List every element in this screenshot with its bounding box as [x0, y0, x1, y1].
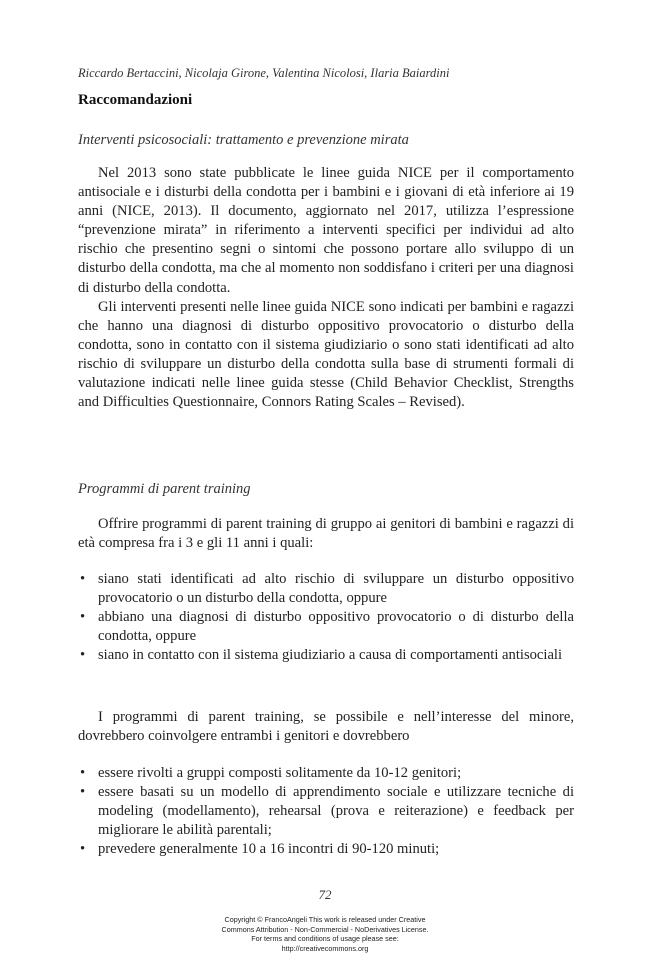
subsection-title-parent-training: Programmi di parent training	[78, 481, 251, 497]
section-title: Raccomandazioni	[78, 92, 193, 108]
footer-line: Copyright © FrancoAngeli This work is released under Creative	[224, 915, 426, 924]
subsection-2-intro	[78, 515, 574, 553]
copyright-footer	[0, 915, 650, 953]
list-item: • siano in contatto con il sistema giudiziario a causa di comportamenti antisociali	[78, 646, 574, 665]
footer-link[interactable]: http://creativecommons.org	[281, 943, 369, 953]
footer-line: Commons Attribution - Non-Commercial - NoDerivatives License.	[221, 924, 429, 934]
footer-line: For terms and conditions of usage please see:	[251, 934, 399, 943]
list-item: • essere rivolti a gruppi composti solitamente da 10-12 genitori;	[78, 764, 574, 783]
subsection-1-body	[78, 164, 574, 412]
running-head-authors: Riccardo Bertaccini, Nicolaja Girone, Valentina Nicolosi, Ilaria Baiardini	[78, 66, 450, 80]
paragraph: Gli interventi presenti nelle linee guida NICE sono indicati per bambini e ragazzi che hanno una diagnosi di disturbo oppositivo provocatorio o disturbo della condotta, sono in contatto con il sistema giudiziario o sono stati identificati ad alto rischio di sviluppare un disturbo della condotta sulla base di strumenti formali di valutazione indicati nelle linee guida stesse (Child Behavior Checklist, Strengths and Difficulties Questionnaire, Connors Rating Scales – Revised).	[78, 298, 574, 411]
list-item: • abbiano una diagnosi di disturbo oppositivo provocatorio o di disturbo della condotta, oppure	[78, 608, 574, 646]
list-item: • siano stati identificati ad alto rischio di sviluppare un disturbo oppositivo provocatorio o un disturbo della condotta, oppure	[78, 570, 574, 608]
page-number: 72	[318, 887, 332, 902]
paragraph: Offrire programmi di parent training di gruppo ai genitori di bambini e ragazzi di età compresa fra i 3 e gli 11 anni i quali:	[78, 516, 574, 552]
list-item: • prevedere generalmente 10 a 16 incontri di 90-120 minuti;	[78, 840, 574, 859]
paragraph: Nel 2013 sono state pubblicate le linee guida NICE per il comportamento antisociale e i disturbi della condotta per i bambini e i giovani di età inferiore ai 19 anni (NICE, 2013). Il documento, aggiornato nel 2017, utilizza l’espressione “prevenzione mirata” in riferimento a interventi specifici per individui ad alto rischio che presentino segni o sintomi che possono portare allo sviluppo di un disturbo della condotta, ma che al momento non soddisfano i criteri per una diagnosi di disturbo della condotta.	[78, 165, 574, 296]
bullet-list-criteria	[78, 570, 574, 665]
subsection-2-paragraph	[78, 708, 574, 746]
subsection-title-interventi: Interventi psicosociali: trattamento e prevenzione mirata	[78, 132, 409, 148]
bullet-list-requirements	[78, 764, 574, 859]
list-item: • essere basati su un modello di apprendimento sociale e utilizzare tecniche di modeling (modellamento), rehearsal (prova e reiterazione) e feedback per migliorare le abilità parentali;	[78, 783, 574, 840]
paragraph: I programmi di parent training, se possibile e nell’interesse del minore, dovrebbero coinvolgere entrambi i genitori e dovrebbero	[78, 709, 574, 745]
